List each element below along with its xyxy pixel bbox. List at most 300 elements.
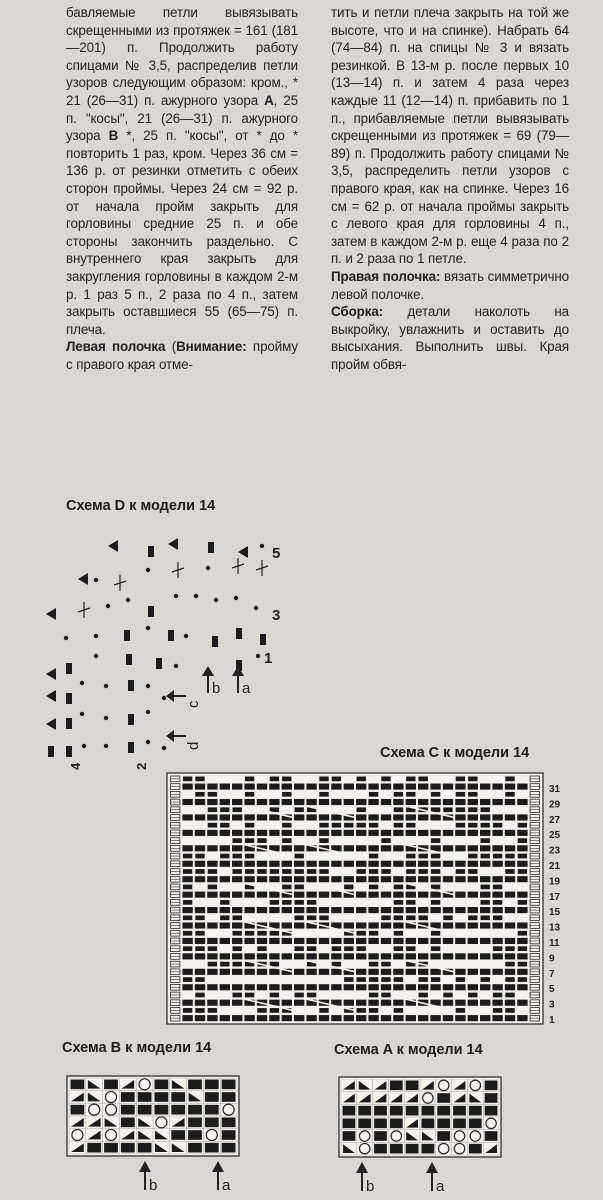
chart-cell-filled — [418, 907, 428, 913]
chart-cell-filled — [369, 1008, 378, 1013]
chart-cell-filled — [294, 938, 304, 944]
section-heading-left-front: Левая полочка — [66, 339, 166, 355]
chart-cell-filled — [208, 1008, 217, 1013]
chart-cell-filled — [381, 977, 390, 982]
chart-cell-filled — [319, 892, 329, 898]
chart-cell-filled — [220, 907, 230, 913]
chart-cell-filled — [282, 799, 292, 805]
schema-d-symbol-dot — [184, 634, 188, 638]
chart-cell-filled — [381, 830, 391, 836]
schema-c-row-label: 29 — [549, 799, 561, 811]
chart-cell-filled — [393, 938, 403, 944]
schema-d-symbol-dot — [256, 654, 260, 658]
chart-cell-filled — [207, 1000, 217, 1006]
schema-d-symbol-tick — [256, 560, 268, 576]
chart-cell-filled — [468, 953, 478, 959]
chart-cell-filled — [208, 807, 217, 812]
chart-cell-filled — [282, 1000, 292, 1006]
chart-cell-filled — [183, 1008, 192, 1013]
chart-cell-filled — [505, 946, 514, 951]
chart-cell-filled — [505, 854, 514, 859]
chart-cell-filled — [207, 845, 217, 851]
chart-cell-filled — [195, 977, 204, 982]
chart-cell-filled — [232, 861, 242, 867]
chart-cell-filled — [270, 807, 279, 812]
chart-cell-filled — [468, 799, 478, 805]
chart-cell-filled — [356, 922, 366, 928]
chart-cell-filled — [381, 953, 391, 959]
schema-b-cell-filled — [171, 1105, 185, 1115]
chart-cell-filled — [331, 876, 341, 882]
schema-d-symbol-dot — [162, 746, 166, 750]
chart-cell-filled — [183, 777, 192, 782]
chart-cell-filled — [468, 845, 478, 851]
schema-b-chart — [66, 1075, 246, 1195]
chart-cell-filled — [319, 777, 328, 782]
chart-cell-filled — [244, 830, 254, 836]
chart-cell-filled — [183, 931, 192, 936]
chart-cell-filled — [294, 845, 304, 851]
chart-cell-filled — [480, 814, 490, 820]
schema-c-title: Схема C к модели 14 — [380, 745, 530, 761]
chart-cell-filled — [517, 1000, 527, 1006]
chart-cell-filled — [517, 953, 527, 959]
chart-cell-filled — [331, 830, 341, 836]
svg-text:b: b — [212, 680, 221, 697]
schema-b-cell-filled — [205, 1080, 219, 1090]
chart-cell-filled — [368, 892, 378, 898]
schema-b-cell-filled — [205, 1143, 219, 1153]
chart-cell-filled — [182, 830, 192, 836]
chart-cell-filled — [344, 984, 354, 990]
schema-c-row-label: 25 — [549, 830, 561, 842]
chart-cell-filled — [381, 969, 391, 975]
chart-cell-filled — [306, 1015, 316, 1021]
schema-b-cell-filled — [87, 1143, 101, 1153]
chart-cell-filled — [183, 869, 192, 874]
chart-cell-filled — [517, 830, 527, 836]
chart-cell-filled — [394, 792, 403, 797]
chart-cell-filled — [468, 876, 478, 882]
schema-c-row-label: 7 — [549, 968, 555, 980]
chart-cell-filled — [294, 953, 304, 959]
schema-d-symbol-sq — [148, 606, 154, 617]
chart-cell-filled — [443, 807, 452, 812]
chart-cell-filled — [232, 907, 242, 913]
chart-cell-filled — [505, 1015, 515, 1021]
chart-cell-filled — [357, 869, 366, 874]
chart-cell-filled — [381, 1000, 391, 1006]
chart-cell-filled — [369, 823, 378, 828]
chart-cell-filled — [257, 784, 267, 790]
chart-cell-filled — [306, 784, 316, 790]
chart-cell-filled — [195, 814, 205, 820]
chart-cell-filled — [208, 823, 217, 828]
schema-a-cell-filled — [406, 1106, 419, 1116]
chart-cell-filled — [418, 953, 428, 959]
chart-cell-filled — [430, 830, 440, 836]
chart-cell-filled — [357, 823, 366, 828]
schema-a-cell-filled — [485, 1106, 498, 1116]
chart-cell-filled — [295, 900, 304, 905]
schema-c-row-label: 19 — [549, 876, 561, 888]
chart-cell-filled — [369, 869, 378, 874]
chart-cell-filled — [195, 993, 204, 998]
chart-cell-filled — [368, 876, 378, 882]
schema-b-cell-filled — [121, 1118, 135, 1128]
chart-cell-filled — [195, 946, 204, 951]
chart-cell-filled — [505, 977, 514, 982]
chart-cell-filled — [344, 938, 354, 944]
chart-cell-filled — [455, 907, 465, 913]
chart-cell-filled — [195, 953, 205, 959]
schema-a-cell-filled — [422, 1106, 435, 1116]
chart-cell-filled — [331, 784, 341, 790]
chart-cell-filled — [430, 984, 440, 990]
chart-cell-filled — [492, 876, 502, 882]
chart-cell-filled — [207, 876, 217, 882]
chart-cell-filled — [306, 953, 316, 959]
chart-cell-filled — [480, 922, 490, 928]
schema-d-symbol-dot — [146, 684, 150, 688]
chart-cell-filled — [394, 931, 403, 936]
schema-d-title: Схема D к модели 14 — [66, 498, 216, 514]
chart-cell-filled — [381, 876, 391, 882]
chart-cell-filled — [492, 861, 502, 867]
chart-cell-filled — [431, 931, 440, 936]
schema-d-symbol-sq — [168, 630, 174, 641]
chart-cell-filled — [195, 799, 205, 805]
chart-cell-filled — [294, 907, 304, 913]
chart-cell-filled — [270, 962, 279, 967]
chart-cell-filled — [455, 845, 465, 851]
chart-cell-filled — [207, 784, 217, 790]
chart-cell-filled — [493, 1008, 502, 1013]
chart-cell-filled — [182, 984, 192, 990]
schema-d-symbol-dot — [104, 684, 108, 688]
svg-text:a: a — [222, 1177, 231, 1194]
chart-cell-filled — [480, 892, 490, 898]
chart-cell-filled — [257, 931, 266, 936]
chart-cell-filled — [443, 907, 453, 913]
chart-cell-filled — [307, 869, 316, 874]
schema-d-symbol-sq — [128, 680, 134, 691]
chart-cell-filled — [295, 869, 304, 874]
chart-cell-filled — [257, 1008, 266, 1013]
chart-cell-filled — [319, 1008, 328, 1013]
schema-a-cell-filled — [358, 1106, 371, 1116]
chart-cell-filled — [306, 984, 316, 990]
chart-cell-filled — [430, 814, 440, 820]
section-heading-assembly: Сборка: — [331, 304, 384, 320]
chart-cell-filled — [406, 876, 416, 882]
chart-cell-filled — [505, 1000, 515, 1006]
chart-cell-filled — [294, 892, 304, 898]
chart-cell-filled — [394, 1008, 403, 1013]
chart-cell-filled — [233, 869, 242, 874]
chart-cell-filled — [344, 784, 354, 790]
chart-cell-filled — [257, 861, 267, 867]
chart-cell-filled — [418, 984, 428, 990]
chart-cell-filled — [468, 1000, 478, 1006]
chart-cell-filled — [344, 830, 354, 836]
chart-cell-filled — [319, 784, 329, 790]
schema-d-symbol-dot — [174, 594, 178, 598]
chart-cell-filled — [492, 938, 502, 944]
chart-cell-filled — [233, 962, 242, 967]
chart-cell-filled — [307, 900, 316, 905]
chart-cell-filled — [406, 900, 415, 905]
chart-cell-filled — [468, 1015, 478, 1021]
chart-cell-filled — [195, 938, 205, 944]
chart-cell-filled — [406, 915, 415, 920]
chart-cell-filled — [455, 969, 465, 975]
chart-cell-filled — [493, 915, 502, 920]
chart-cell-filled — [406, 814, 416, 820]
chart-cell-filled — [282, 1015, 292, 1021]
chart-cell-filled — [282, 885, 291, 890]
chart-cell-filled — [220, 962, 229, 967]
chart-cell-filled — [368, 984, 378, 990]
chart-cell-filled — [195, 777, 204, 782]
chart-cell-filled — [269, 953, 279, 959]
chart-cell-filled — [220, 915, 229, 920]
chart-cell-filled — [282, 861, 292, 867]
schema-b-title: Схема B к модели 14 — [62, 1040, 212, 1056]
chart-cell-filled — [443, 861, 453, 867]
chart-cell-filled — [269, 814, 279, 820]
chart-cell-filled — [220, 784, 230, 790]
chart-cell-filled — [257, 830, 267, 836]
chart-cell-filled — [505, 861, 515, 867]
chart-cell-filled — [232, 814, 242, 820]
chart-cell-filled — [356, 814, 366, 820]
chart-cell-filled — [306, 938, 316, 944]
chart-cell-filled — [456, 807, 465, 812]
schema-c-row-label: 5 — [549, 984, 555, 996]
chart-cell-filled — [505, 938, 515, 944]
chart-cell-filled — [183, 854, 192, 859]
chart-cell-filled — [282, 838, 291, 843]
schema-d-symbol-sq — [208, 542, 214, 553]
chart-cell-filled — [232, 938, 242, 944]
chart-cell-filled — [233, 807, 242, 812]
schema-d-col-label-2: 2 — [134, 762, 149, 770]
chart-cell-filled — [319, 969, 329, 975]
schema-b-cell-filled — [188, 1130, 202, 1140]
chart-cell-filled — [208, 946, 217, 951]
chart-cell-filled — [306, 907, 316, 913]
chart-cell-filled — [195, 784, 205, 790]
chart-cell-filled — [269, 938, 279, 944]
chart-cell-filled — [480, 938, 490, 944]
chart-cell-filled — [368, 922, 378, 928]
chart-cell-filled — [406, 777, 415, 782]
chart-cell-filled — [455, 814, 465, 820]
chart-cell-filled — [394, 977, 403, 982]
chart-cell-filled — [455, 892, 465, 898]
chart-cell-filled — [307, 946, 316, 951]
chart-cell-filled — [232, 1015, 242, 1021]
chart-cell-filled — [443, 830, 453, 836]
chart-cell-filled — [233, 854, 242, 859]
schema-d-symbol-sq — [66, 693, 72, 704]
chart-cell-filled — [455, 799, 465, 805]
chart-cell-filled — [220, 922, 230, 928]
chart-cell-filled — [505, 814, 515, 820]
chart-cell-filled — [505, 845, 515, 851]
chart-cell-filled — [257, 838, 266, 843]
schema-d-symbol-dot — [146, 626, 150, 630]
chart-cell-filled — [505, 993, 514, 998]
chart-cell-filled — [517, 984, 527, 990]
chart-cell-filled — [319, 861, 329, 867]
chart-cell-filled — [480, 984, 490, 990]
schema-d-chart — [36, 528, 296, 778]
schema-a-cell-filled — [374, 1144, 387, 1154]
schema-b-cell-filled — [155, 1105, 169, 1115]
schema-b-cell-filled — [138, 1105, 152, 1115]
schema-a-cell-filled — [390, 1106, 403, 1116]
chart-cell-filled — [430, 907, 440, 913]
chart-cell-filled — [381, 892, 391, 898]
chart-cell-filled — [282, 953, 292, 959]
chart-cell-filled — [443, 993, 452, 998]
chart-cell-filled — [195, 1008, 204, 1013]
chart-cell-filled — [393, 953, 403, 959]
chart-cell-filled — [182, 892, 192, 898]
chart-cell-filled — [232, 953, 242, 959]
chart-cell-filled — [282, 777, 291, 782]
chart-cell-filled — [233, 946, 242, 951]
chart-cell-filled — [270, 1008, 279, 1013]
chart-cell-filled — [517, 892, 527, 898]
chart-cell-filled — [369, 854, 378, 859]
chart-cell-filled — [183, 885, 192, 890]
chart-cell-filled — [257, 876, 267, 882]
chart-cell-filled — [257, 799, 267, 805]
chart-cell-filled — [245, 838, 254, 843]
chart-cell-filled — [182, 953, 192, 959]
chart-cell-filled — [431, 854, 440, 859]
chart-cell-filled — [344, 876, 354, 882]
chart-cell-filled — [195, 792, 204, 797]
chart-cell-filled — [319, 869, 328, 874]
schema-a-title: Схема A к модели 14 — [334, 1042, 483, 1058]
chart-cell-filled — [244, 907, 254, 913]
schema-d-symbol-tri — [46, 668, 56, 680]
chart-cell-filled — [443, 784, 453, 790]
schema-d-row-label-3: 3 — [272, 607, 281, 624]
chart-cell-filled — [468, 938, 478, 944]
chart-cell-filled — [368, 784, 378, 790]
chart-cell-filled — [245, 792, 254, 797]
chart-cell-filled — [443, 984, 453, 990]
schema-b-cell-filled — [188, 1118, 202, 1128]
chart-cell-filled — [332, 946, 341, 951]
schema-b-cell-filled — [222, 1118, 236, 1128]
schema-b-cell-filled — [205, 1118, 219, 1128]
chart-cell-filled — [220, 814, 230, 820]
chart-cell-filled — [505, 876, 515, 882]
chart-cell-filled — [220, 823, 229, 828]
chart-cell-filled — [182, 1000, 192, 1006]
chart-cell-filled — [257, 969, 267, 975]
chart-cell-filled — [393, 984, 403, 990]
chart-cell-filled — [505, 984, 515, 990]
chart-cell-filled — [332, 823, 341, 828]
chart-cell-filled — [331, 907, 341, 913]
chart-cell-filled — [394, 823, 403, 828]
chart-cell-filled — [319, 830, 329, 836]
schema-d-symbol-tick — [172, 562, 184, 578]
chart-cell-filled — [207, 938, 217, 944]
schema-d-row-label-5: 5 — [272, 545, 281, 562]
chart-cell-filled — [207, 922, 217, 928]
chart-cell-filled — [344, 861, 354, 867]
schema-b-cell-filled — [188, 1080, 202, 1090]
chart-cell-filled — [356, 953, 366, 959]
chart-cell-filled — [269, 984, 279, 990]
schema-a-cell-filled — [390, 1081, 403, 1091]
schema-c-row-label: 1 — [549, 1015, 555, 1026]
chart-cell-filled — [393, 861, 403, 867]
chart-cell-filled — [220, 938, 230, 944]
chart-cell-filled — [517, 969, 527, 975]
chart-cell-filled — [493, 885, 502, 890]
chart-cell-filled — [357, 931, 366, 936]
chart-cell-filled — [455, 861, 465, 867]
chart-cell-filled — [182, 799, 192, 805]
chart-cell-filled — [294, 814, 304, 820]
chart-cell-filled — [455, 830, 465, 836]
chart-cell-filled — [505, 777, 514, 782]
chart-cell-filled — [356, 969, 366, 975]
chart-cell-filled — [195, 931, 204, 936]
chart-cell-filled — [368, 799, 378, 805]
chart-cell-filled — [195, 861, 205, 867]
schema-b-cell-filled — [205, 1105, 219, 1115]
chart-cell-filled — [207, 969, 217, 975]
right-paragraph-2: Правая полочка: вязать симметрично левой полочке. — [331, 268, 569, 302]
chart-cell-filled — [468, 969, 478, 975]
chart-cell-filled — [430, 1015, 440, 1021]
chart-cell-filled — [406, 984, 416, 990]
chart-cell-filled — [257, 953, 267, 959]
chart-cell-filled — [468, 892, 478, 898]
chart-cell-filled — [282, 845, 292, 851]
chart-cell-filled — [431, 869, 440, 874]
chart-cell-filled — [493, 946, 502, 951]
schema-d-symbol-tri — [168, 538, 178, 550]
chart-cell-filled — [344, 885, 353, 890]
chart-cell-filled — [232, 969, 242, 975]
chart-cell-filled — [418, 1015, 428, 1021]
chart-cell-filled — [394, 915, 403, 920]
schema-d-symbol-sq — [128, 742, 134, 753]
schema-d-symbol-dot — [104, 744, 108, 748]
schema-d-symbol-sq — [236, 628, 242, 639]
chart-cell-filled — [319, 838, 328, 843]
chart-cell-filled — [369, 931, 378, 936]
schema-a-cell-filled — [437, 1131, 450, 1141]
chart-cell-filled — [344, 845, 354, 851]
chart-cell-filled — [295, 993, 304, 998]
chart-cell-filled — [419, 915, 428, 920]
chart-cell-filled — [418, 969, 428, 975]
chart-cell-filled — [282, 823, 291, 828]
schema-b-cell-filled — [71, 1105, 85, 1115]
